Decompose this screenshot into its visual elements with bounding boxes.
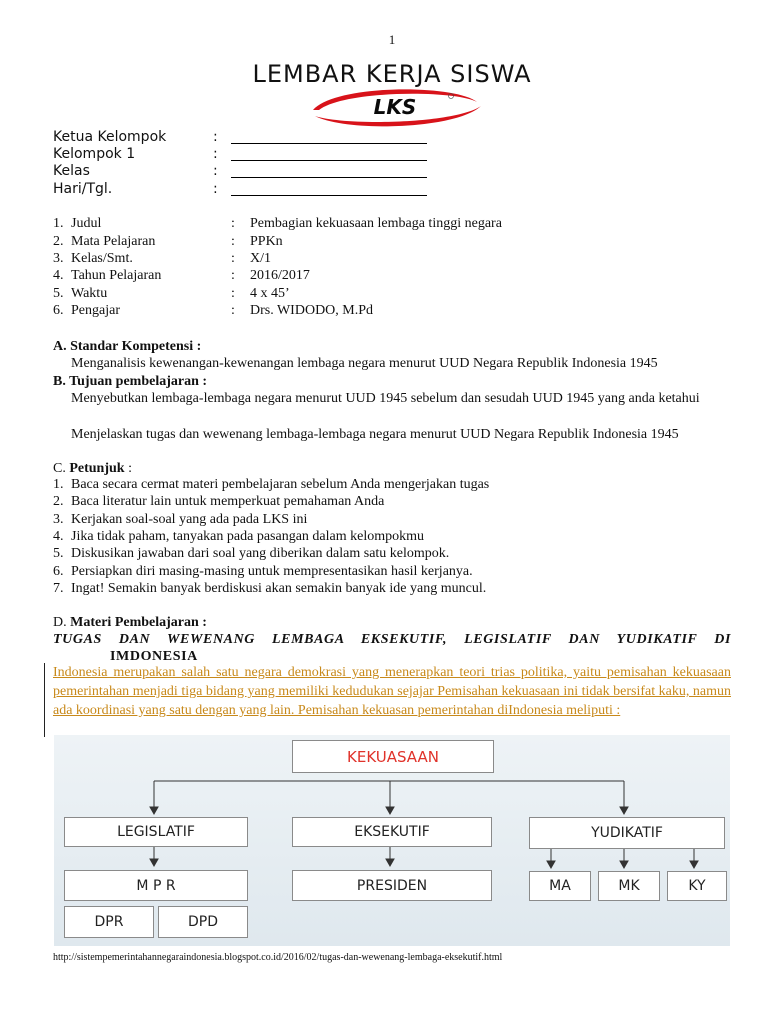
- list-item: 4. Jika tidak paham, tanyakan pada pasangan dalam kelompokmu: [53, 529, 425, 544]
- box-mpr: M P R: [64, 870, 248, 901]
- info-row: 2. Mata Pelajaran : PPKn: [53, 234, 283, 249]
- fill-in-line[interactable]: [231, 177, 427, 178]
- info-row: 3. Kelas/Smt. : X/1: [53, 251, 271, 266]
- identity-field-ketua: Ketua Kelompok :: [53, 129, 453, 147]
- list-item: 5. Diskusikan jawaban dari soal yang diberikan dalam satu kelompok.: [53, 546, 450, 561]
- info-row: 4. Tahun Pelajaran : 2016/2017: [53, 268, 310, 283]
- section-d-subheading-line2: IMDONESIA: [110, 649, 198, 664]
- change-bar: [44, 663, 45, 737]
- box-presiden: PRESIDEN: [292, 870, 492, 901]
- box-kekuasaan: [292, 740, 494, 773]
- document-title: LEMBAR KERJA SISWA: [252, 60, 532, 88]
- box-dpr: DPR: [64, 906, 154, 938]
- identity-field-kelas: Kelas :: [53, 163, 453, 181]
- page-number: 1: [388, 32, 396, 47]
- info-row: 6. Pengajar : Drs. WIDODO, M.Pd: [53, 303, 374, 318]
- identity-label: Kelompok 1: [53, 146, 136, 162]
- box-eksekutif: EKSEKUTIF: [292, 817, 492, 847]
- section-a-text: Menganalisis kewenangan-kewenangan lembaga negara menurut UUD Negara Republik Indonesia 1945: [71, 356, 658, 371]
- list-item: 6. Persiapkan diri masing-masing untuk mempresentasikan hasil kerjanya.: [53, 564, 473, 579]
- section-a-heading: A. Standar Kompetensi :: [53, 339, 202, 354]
- box-ky: KY: [667, 871, 727, 901]
- box-yudikatif: YUDIKATIF: [529, 817, 725, 849]
- box-kekuasaan-label: KEKUASAAN: [347, 747, 439, 766]
- list-item: 2. Baca literatur lain untuk memperkuat pemahaman Anda: [53, 494, 385, 509]
- identity-field-kelompok: Kelompok 1 :: [53, 146, 453, 164]
- fill-in-line[interactable]: [231, 195, 427, 196]
- section-d-intro: Indonesia merupakan salah satu negara demokrasi yang menerapkan teori trias politika, yaitu pemisahan kekuasaan pemerintahan menjadi tiga bidang yang memiliki kedudukan sejajar Pemisahan kekuasaan ini tidak bersifat kaku, namun ada koordinasi yang satu dengan yang lain. Pemisahan kekuasan pemerintahan diIndonesia meliputi :: [53, 665, 731, 718]
- box-legislatif: LEGISLATIF: [64, 817, 248, 847]
- box-dpd: DPD: [158, 906, 248, 938]
- identity-label: Ketua Kelompok: [53, 129, 167, 145]
- section-d-heading: D. Materi Pembelajaran :: [53, 615, 207, 630]
- list-item: 1. Baca secara cermat materi pembelajaran sebelum Anda mengerjakan tugas: [53, 477, 490, 492]
- section-c-heading: C. Petunjuk :: [53, 461, 132, 476]
- identity-field-hari: Hari/Tgl. :: [53, 181, 453, 199]
- power-structure-diagram: [54, 735, 730, 946]
- fill-in-line[interactable]: [231, 143, 427, 144]
- identity-label: Hari/Tgl.: [53, 181, 113, 197]
- box-mk: MK: [598, 871, 660, 901]
- section-d-subheading-line1: TUGAS DAN WEWENANG LEMBAGA EKSEKUTIF, LEGISLATIF DAN YUDIKATIF DI: [53, 632, 731, 647]
- list-item: 7. Ingat! Semakin banyak berdiskusi akan semakin banyak ide yang muncul.: [53, 581, 487, 596]
- list-item: 3. Kerjakan soal-soal yang ada pada LKS ini: [53, 512, 308, 527]
- info-row: 5. Waktu : 4 x 45’: [53, 286, 290, 301]
- section-b-text-1: Menyebutkan lembaga-lembaga negara menurut UUD 1945 sebelum dan sesudah UUD 1945 yang anda ketahui: [71, 391, 700, 406]
- info-row: 1. Judul : Pembagian kekuasaan lembaga tinggi negara: [53, 216, 502, 231]
- identity-label: Kelas: [53, 163, 90, 179]
- section-b-text-2: Menjelaskan tugas dan wewenang lembaga-lembaga negara menurut UUD Negara Republik Indonesia 1945: [71, 427, 679, 442]
- box-ma: MA: [529, 871, 591, 901]
- section-b-heading: B. Tujuan pembelajaran :: [53, 374, 208, 389]
- fill-in-line[interactable]: [231, 160, 427, 161]
- logo-text: LKS: [373, 95, 417, 119]
- source-url[interactable]: http://sistempemerintahannegaraindonesia.blogspot.co.id/2016/02/tugas-dan-wewenang-lembaga-eksekutif.html: [53, 952, 503, 963]
- lks-logo: [305, 88, 485, 128]
